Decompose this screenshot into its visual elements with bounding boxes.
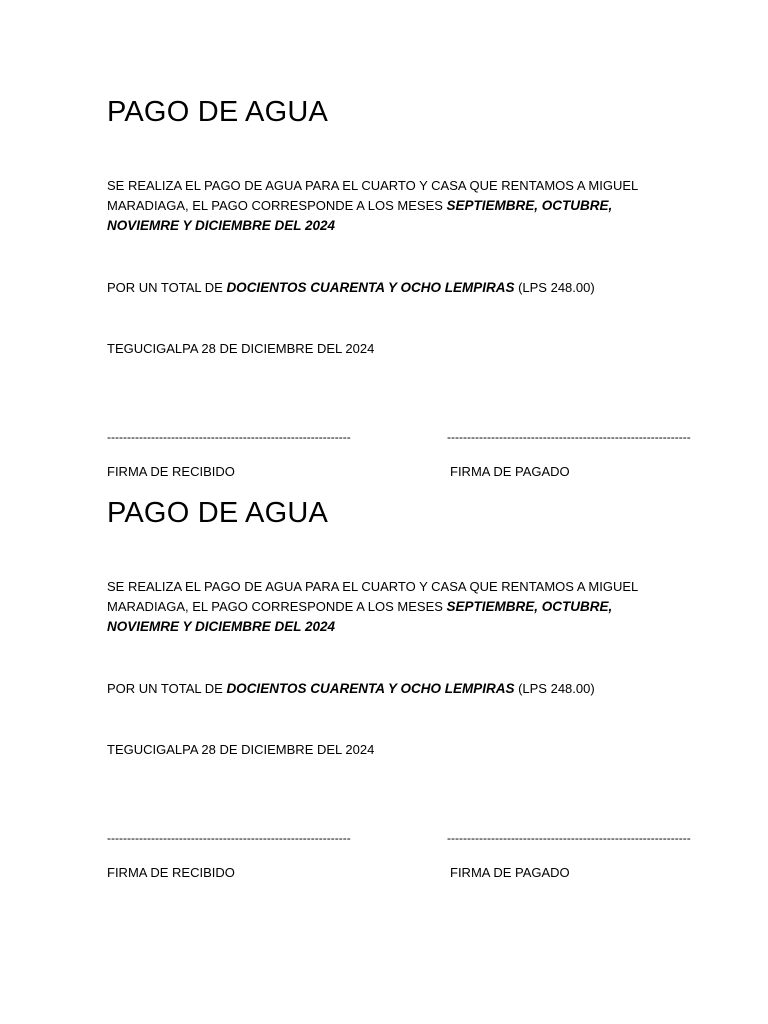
description-text: SE REALIZA EL PAGO DE AGUA PARA EL CUARTO Y CASA QUE RENTAMOS A MIGUEL MARADIAGA, EL PAGO CORRESPONDE A LOS MESES — [107, 579, 638, 614]
total-prefix: POR UN TOTAL DE — [107, 681, 227, 696]
receipt-description — [107, 176, 657, 236]
payment-total — [107, 278, 595, 298]
receipt-description — [107, 577, 657, 637]
signature-label-paid: FIRMA DE PAGADO — [450, 865, 570, 880]
total-prefix: POR UN TOTAL DE — [107, 280, 227, 295]
payment-months: SEPTIEMBRE, OCTUBRE, NOVIEMRE Y DICIEMBRE DEL 2024 — [107, 599, 613, 634]
signature-label-received: FIRMA DE RECIBIDO — [107, 865, 235, 880]
place-and-date: TEGUCIGALPA 28 DE DICIEMBRE DEL 2024 — [107, 742, 375, 757]
water-payment-receipt — [107, 92, 691, 492]
total-in-words: DOCIENTOS CUARENTA Y OCHO LEMPIRAS — [226, 681, 515, 696]
payment-total — [107, 679, 595, 699]
payment-months: SEPTIEMBRE, OCTUBRE, NOVIEMRE Y DICIEMBRE DEL 2024 — [107, 198, 613, 233]
total-amount: (LPS 248.00) — [514, 681, 595, 696]
receipt-title: PAGO DE AGUA — [107, 497, 329, 529]
receipt-title: PAGO DE AGUA — [107, 96, 329, 128]
signature-line-paid: ------------------------------------------------------------- — [447, 831, 691, 845]
signature-label-paid: FIRMA DE PAGADO — [450, 464, 570, 479]
place-and-date: TEGUCIGALPA 28 DE DICIEMBRE DEL 2024 — [107, 341, 375, 356]
total-amount: (LPS 248.00) — [514, 280, 595, 295]
signature-line-paid: ------------------------------------------------------------- — [447, 430, 691, 444]
signature-line-received: ------------------------------------------------------------- — [107, 831, 351, 845]
total-in-words: DOCIENTOS CUARENTA Y OCHO LEMPIRAS — [226, 280, 515, 295]
signature-line-received: ------------------------------------------------------------- — [107, 430, 351, 444]
description-text: SE REALIZA EL PAGO DE AGUA PARA EL CUARTO Y CASA QUE RENTAMOS A MIGUEL MARADIAGA, EL PAGO CORRESPONDE A LOS MESES — [107, 178, 638, 213]
signature-label-received: FIRMA DE RECIBIDO — [107, 464, 235, 479]
water-payment-receipt — [107, 493, 691, 893]
